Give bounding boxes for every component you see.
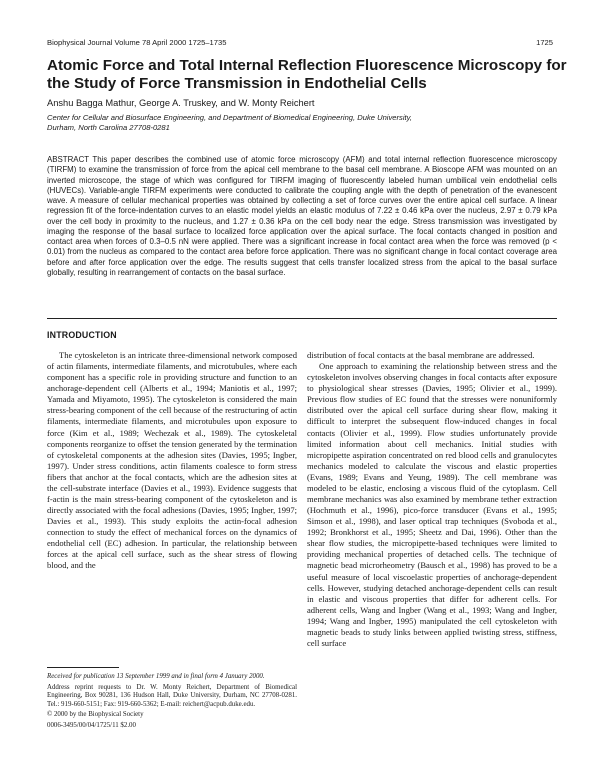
author-list: Anshu Bagga Mathur, George A. Truskey, and W. Monty Reichert (47, 98, 315, 108)
abstract-divider (47, 318, 557, 319)
body-paragraph: The cytoskeleton is an intricate three-dimensional network composed of actin filaments, intermediate filaments, and microtubules, where each component has a specific role in providing structure and function to an anchorage-dependent cell (Alberts et al., 1994; Maniotis et al., 1997; Yamada and Miyamoto, 1995). The cytoskeleton is considered the main stress-bearing component of the cell because of the restructuring of actin filaments, intermediate filaments, and microtubules upon exposure to force (Kim et al., 1989; Wechezak et al., 1989). The cytoskeletal components reorganize to offset the tension generated by the termination of cytoskeletal components at the adhesion sites (Davies, 1995; Ingber, 1997). Under stress conditions, actin filaments coalesce to form stress fibers that anchor at the focal contacts, which are the adhesion sites at the cell-substrate interface (Davies et al., 1993). Evidence suggests that f-actin is the main stress-bearing component of the cytoskeleton and is directly associated with the focal adhesions (Davies, 1995; Ingber, 1997; Davies et al., 1993). This study exploits the actin-focal adhesion connection to study the effect of mechanical forces on the dynamics of endothelial cell (EC) adhesion. In particular, the relationship between forces at the apical cell surface, such as the shear stress of flowing blood, and the (47, 350, 297, 571)
issn-note: 0006-3495/00/04/1725/11 $2.00 (47, 721, 136, 729)
section-heading-introduction: INTRODUCTION (47, 330, 117, 340)
running-head (47, 38, 553, 47)
page-number: 1725 (536, 38, 553, 47)
copyright-note: © 2000 by the Biophysical Society (47, 711, 144, 719)
reprint-note: Address reprint requests to Dr. W. Monty Reichert, Department of Biomedical Engineering, Box 90281, 136 Hudson Hall, Duke University, Durham, NC 27708-0281. Tel.: 919-660-5151; Fax: 919-660-5362; E-mail: reichert@acpub.duke.edu. (47, 683, 297, 708)
body-paragraph: One approach to examining the relationship between stress and the cytoskeleton involves observing changes in focal contacts after exposure to physiological shear stresses (Davies, 1995; Olivier et al., 1999). Previous flow studies of EC found that the stresses were nonuniformly distributed over the apical cell surface during shear flow, making it difficult to interpret the subsequent flow-induced changes in focal contacts (Olivier et al., 1999). Flow studies unfortunately provide limited information about cell mechanics. Initial studies with micropipette aspiration concentrated on red blood cells and granulocytes mechanics modeled to calculate the viscous and elastic properties (Evans, 1989; Evans and Yeung, 1989). The cell membrane was modeled to be elastic, enclosing a viscous fluid of the cytoplasm. Cell membrane mechanics was also examined by membrane tether extraction (Hochmuth et al., 1996), pico-force transducer (Evans et al., 1995; Simson et al., 1998), and laser optical trap techniques (Svoboda et al., 1992; Bronkhorst et al., 1995; Sheetz and Dai, 1996). Other than the shear flow studies, the micropipette-based techniques were limited to providing mechanical properties of detached cells. The technique of magnetic bead microrheometry (Bausch et al., 1998) has proved to be a useful measure of local viscoelastic properties of anchorage-dependent cells. However, studying detached anchorage-dependent cells can result in elastic and viscous properties that differ for adherent cells. For adherent cells, Wang and Ingber (Wang et al., 1993; Wang and Ingber, 1994; Wang and Ingber, 1995) manipulated the cell cytoskeleton with magnetic beads to study links between applied twisting stress, stiffness, cell surface (307, 361, 557, 649)
footnotes (47, 673, 297, 733)
affiliation: Center for Cellular and Biosurface Engineering, and Department of Biomedical Engineering, Duke University, Durham, North Carolina 27708-0281 (47, 113, 412, 132)
received-note: Received for publication 13 September 1999 and in final form 4 January 2000. (47, 673, 265, 680)
paper-title: Atomic Force and Total Internal Reflection Fluorescence Microscopy for the Study of Force Transmission in Endothelial Cells (47, 57, 567, 92)
left-text-column (47, 350, 297, 572)
right-text-column (307, 350, 557, 649)
journal-citation: Biophysical Journal Volume 78 April 2000 1725–1735 (47, 38, 227, 47)
body-paragraph: distribution of focal contacts at the basal membrane are addressed. (307, 350, 535, 360)
footnote-divider (47, 667, 119, 668)
abstract: ABSTRACT This paper describes the combined use of atomic force microscopy (AFM) and total internal reflection fluorescence microscopy (TIRFM) to examine the transmission of force from the apical cell membrane to the basal cell membrane. A Bioscope AFM was mounted on an inverted microscope, the stage of which was configured for TIRFM imaging of fluorescently labeled human umbilical vein endothelial cells (HUVECs). Variable-angle TIRFM experiments were conducted to calibrate the coupling angle with the depth of penetration of the evanescent wave. A measure of cellular mechanical properties was obtained by collecting a set of force curves over the entire apical cell surface. A linear regression fit of the force-indentation curves to an elastic model yields an elastic modulus of 7.22 ± 0.46 kPa over the nucleus, 2.97 ± 0.79 kPa over the cell body in proximity to the nucleus, and 1.27 ± 0.36 kPa on the cell body near the edge. Stress transmission was investigated by imaging the response of the basal surface to localized force application over the apical surface. The focal contacts changed in position and contact area when forces of 0.3–0.5 nN were applied. There was a significant increase in focal contact area when the force was removed (p < 0.01) from the nucleus as compared to the contact area before force application. There was no significant change in focal contact coverage area before and after force application over the edge. The results suggest that cells transfer localized stress from the apical to the basal surface globally, resulting in rearrangement of contacts on the basal surface. (47, 155, 557, 277)
